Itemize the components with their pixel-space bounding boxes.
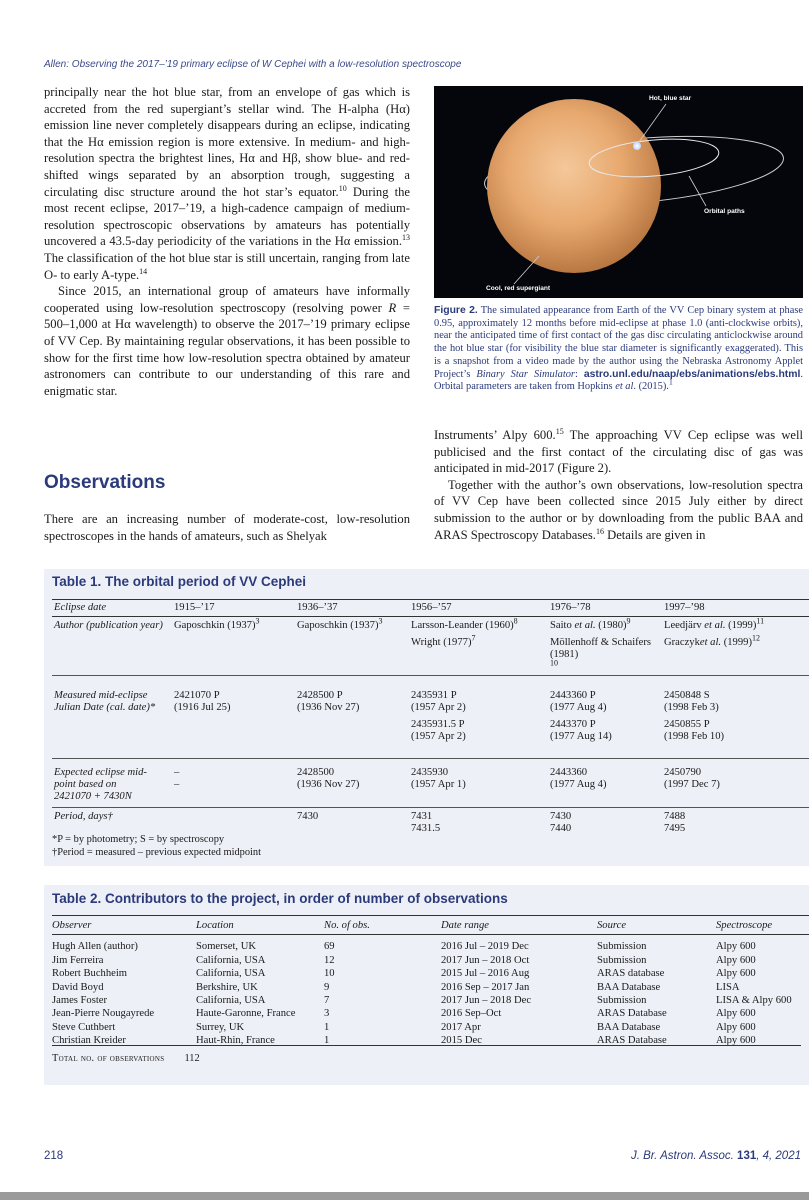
table-cell: 1 [324,1035,330,1047]
table-cell: Hugh Allen (author) [52,941,138,953]
paragraph-right-2: Together with the author’s own observations, low-resolution spectra of VV Cep have been collected since 2015 July either by direct submission to the author or by downloading from the public BAA and ARAS Spectroscopy Databases.$^{16}$ Details are given in [434,477,803,542]
table-row [52,1021,809,1034]
table-cell: Jean-Pierre Nougayrede [52,1008,155,1020]
table-cell: 2015 Dec [441,1035,482,1047]
table-cell: 69 [324,941,335,953]
red-supergiant [487,99,661,273]
table-cell: James Foster [52,995,108,1007]
ref-15[interactable]: 15 [555,426,564,436]
table-cell: Christian Kreider [52,1035,126,1047]
table-cell: Steve Cuthbert [52,1021,116,1033]
table-row [52,954,809,967]
figure-2-image [434,86,803,298]
table-cell: Alpy 600 [716,954,756,966]
table-cell: Alpy 600 [716,1035,756,1047]
table-cell: 2016 Jul – 2019 Dec [441,941,529,953]
ref-16[interactable]: 16 [595,526,604,536]
table-cell: BAA Database [597,981,661,993]
table-row: Eclipse date 1915–’17 1936–’37 1956–’57 1976–’78 1997–’98 [52,600,809,617]
table-row: Expected eclipse mid- point based on 2421070 + 7430N – – 2428500 (1936 Nov 27) 2435930 (1957 Apr 1) 2443360 (1977 Aug 4) 2450790 (1997 Dec 7) [52,758,809,807]
table-2-header-cell: Spectroscope [716,916,809,935]
table-cell: 2016 Sep–Oct [441,1008,502,1020]
table-cell: 9 [324,981,330,993]
ref-13[interactable]: 13 [402,233,410,243]
paragraph-1: principally near the hot blue star, from an envelope of gas which is accreted from the red supergiant’s stellar wind. The H-alpha (Hα) emission line never completely disappears during an eclipse, indicating that the Hα emission region is more extensive. In medium- and high-resolution spectra the brightest lines, Hα and Hβ, show blue- and red-shifted wings separated by an absorption trough, suggesting a circulating disc structure around the hot star’s equator.$^{10}$ During the most recent eclipse, 2017–’19, a high-cadence campaign of medium-resolution spectroscopic observations by amateurs has potentially uncovered a 43.5-day periodicity of the variations in the Hα emission.$^{13}$ The classification of the hot blue star is still uncertain, ranging from late O- to early A-type.$^{14}$ [44,85,410,282]
table-cell: LISA [716,981,740,993]
table-cell: Berkshire, UK [196,981,258,993]
table-cell: Alpy 600 [716,1021,756,1033]
table-row [52,994,809,1007]
table-cell: 10 [324,968,335,980]
table-cell: Alpy 600 [716,968,756,980]
table-cell: Haut-Rhin, France [196,1035,275,1047]
ref-10[interactable]: 10 [338,183,347,193]
left-column-bottom [44,511,410,544]
table-cell: Somerset, UK [196,941,257,953]
table-cell: 2016 Sep – 2017 Jan [441,981,530,993]
table-1-footnotes: *P = by photometry; S = by spectroscopy †Period = measured – previous expected midpoint [52,834,262,858]
table-row [52,916,809,935]
table-cell: Alpy 600 [716,941,756,953]
table-cell: 2015 Jul – 2016 Aug [441,968,530,980]
pointer-cool [514,256,539,284]
table-cell: California, USA [196,995,266,1007]
pointer-hot [639,104,666,142]
table-cell: Submission [597,954,647,966]
paragraph-2: Since 2015, an international group of amateurs have informally cooperated using low-resolution spectroscopy (resolving power R = 500–1,000 at Hα wavelength) to observe the 2017–’19 primary eclipse of VV Cep. By maintaining regular observations, it has been possible to show for the first time how low-resolution spectra obtained by amateur astronomers can contribute to our understanding of this rare and enigmatic star. [44,284,410,398]
table-cell: Jim Ferreira [52,954,104,966]
ref-14[interactable]: 14 [139,266,148,276]
table-cell: Surrey, UK [196,1021,245,1033]
caption-url-link[interactable]: astro.unl.edu/naap/ebs/animations/ebs.html [583,368,801,380]
table-2-header-cell: Date range [441,916,597,935]
table-2 [52,915,809,1048]
paragraph-right-1: Instruments’ Alpy 600.15 The approaching VV Cep eclipse was well publicised and the first contact of the circulating disc of gas was anticipated in mid-2017 (Figure 2). [434,426,804,476]
table-row [52,981,809,994]
table-2-box [44,885,809,1085]
table-cell: ARAS database [597,968,665,980]
ref-1[interactable]: 1 [668,377,673,387]
table-cell: 3 [324,1008,330,1020]
table-cell: BAA Database [597,1021,661,1033]
pointer-orbital [689,176,706,206]
table-2-rule [52,1045,801,1046]
table-cell: David Boyd [52,981,104,993]
table-cell: Alpy 600 [716,1008,756,1020]
table-2-title: Table 2. Contributors to the project, in order of number of observations [52,891,508,906]
journal-citation: J. Br. Astron. Assoc. 131, 4, 2021 [630,1150,801,1162]
table-cell: 2017 Jun – 2018 Oct [441,954,530,966]
table-cell: 2017 Jun – 2018 Dec [441,995,532,1007]
table-1 [52,599,809,837]
table-cell: California, USA [196,968,266,980]
table-cell: Submission [597,995,647,1007]
table-2-header-cell: Observer [52,916,196,935]
label-cool-red-supergiant: Cool, red supergiant [486,285,551,292]
left-column-top [44,84,410,399]
total-observations: Total no. of observations 112 [52,1053,200,1064]
table-row: Author (publication year) Gaposchkin $(1937)^3$ Gaposchkin $(1937)^3$ Larsson-Leander $(1960)^8$ Wright $(1977)^7$ Saito et al. $(1980)^9$ Möllenhoff & Schaifers $(1981)^{10}$ Leedjärv et al. $(1999)^{11}$ Graczyket al. $(1999)^{12}$ [52,617,809,676]
binary-star-illustration [434,86,803,298]
table-cell: California, USA [196,954,266,966]
table-1-box [44,569,809,866]
label-orbital-paths: Orbital paths [704,208,745,215]
table-cell: Submission [597,941,647,953]
table-cell: ARAS Database [597,1008,667,1020]
table-2-header-cell: Source [597,916,716,935]
table-row: Measured mid-eclipse Julian Date (cal. date)* 2421070 P (1916 Jul 25) 2428500 P (1936 Nov 27) 2435931 P (1957 Apr 2) 2435931.5 P (1957 Apr 2) 2443360 P (1977 Aug 4) 2443370 P (1977 Aug 14) 2450848 S (1998 Feb 3) 2450855 P (1998 Feb 10) [52,676,809,759]
table-cell: 12 [324,954,335,966]
table-row [52,1007,809,1020]
table-row [52,935,809,954]
section-heading-observations: Observations [44,472,166,493]
label-hot-blue-star: Hot, blue star [649,95,692,102]
table-cell: LISA & Alpy 600 [716,995,792,1007]
table-cell: 7 [324,995,330,1007]
page-number: 218 [44,1150,64,1162]
hot-blue-star [633,142,641,150]
table-1-title: Table 1. The orbital period of VV Cephei [52,574,307,589]
table-row: Period, days† 7430 7431 7431.5 7430 7440 7488 7495 [54,810,686,835]
table-row [52,967,809,980]
figure-2-caption: Figure 2. The simulated appearance from Earth of the VV Cep binary system at phase 0.95, approximately 12 months before mid-eclipse at phase 1.0 (anti-clockwise orbits), near the anticipated time of first contact of the gas disc circulating anticlockwise around the hot blue star (for visibility the blue star diameter is significantly exaggerated). This is a snapshot from a video made by the author using the Nebraska Astronomy Applet Project’s Binary Star Simulator: astro.unl.edu/naap/ebs/animations/ebs.html. Orbital parameters are taken from Hopkins et al. (2015).$^1$ [434,305,803,393]
table-cell: Robert Buchheim [52,968,128,980]
paragraph-3: There are an increasing number of moderate-cost, low-resolution spectroscopes in the hands of amateurs, such as Shelyak [44,512,410,543]
bottom-bar [0,1192,809,1200]
table-cell: 2017 Apr [441,1021,481,1033]
table-2-header-cell: No. of obs. [324,916,441,935]
right-column-text [434,427,803,543]
table-cell: Haute-Garonne, France [196,1008,296,1020]
table-2-header-cell: Location [196,916,324,935]
running-head: Allen: Observing the 2017–’19 primary eclipse of W Cephei with a low-resolution spectroscope [44,59,462,70]
table-cell: 1 [324,1021,330,1033]
table-2-body [52,935,809,1048]
table-cell: ARAS Database [597,1035,667,1047]
